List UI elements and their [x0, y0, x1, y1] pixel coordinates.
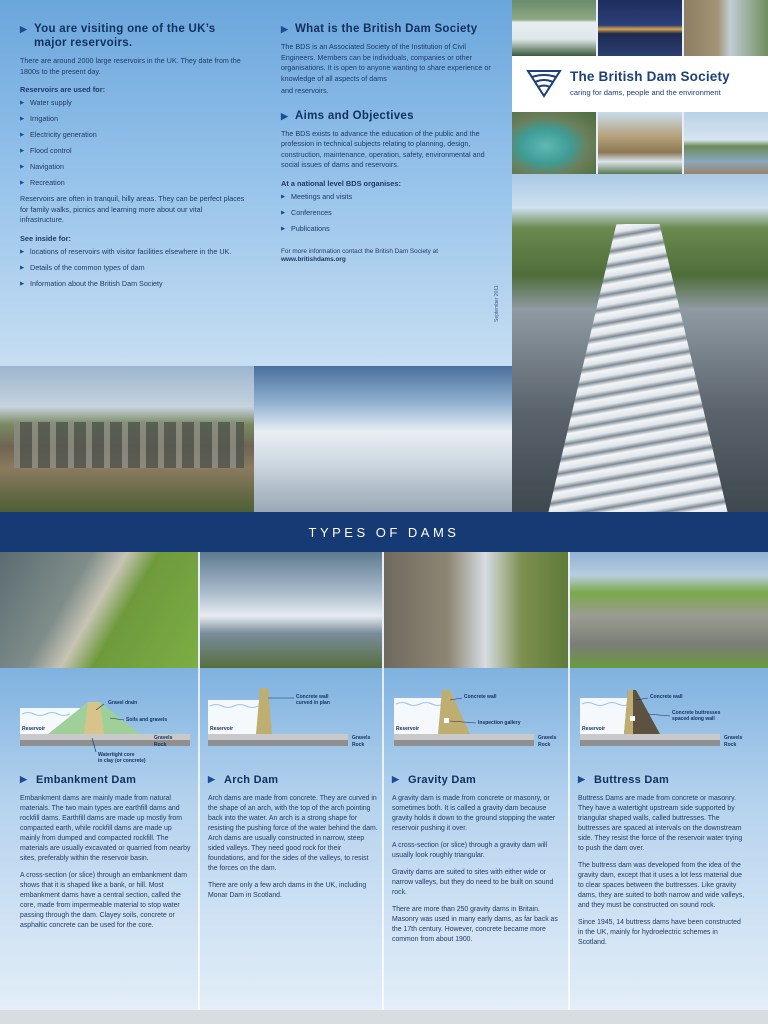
diagram-label: Rock	[538, 742, 551, 748]
paragraph: Embankment dams are mainly made from natural materials. The two main types are earthfill dams and rockfill dams. Earthfill dams are made up mostly from compacted earth, while rockfill dams are made up mainly from dumped and compacted rockfill. The materials are usually excavated or quarried from nearby sites, preferably within the reservoir basin.	[20, 795, 191, 862]
what-heading: ▶ What is the British Dam Society	[281, 22, 496, 36]
list-item: ▶ Flood control	[20, 146, 245, 156]
dam-heading: ▶ Arch Dam	[208, 774, 278, 786]
dam-description	[578, 794, 748, 955]
arch-dam-diagram	[200, 668, 382, 768]
diagram-label: spaced along wall	[672, 716, 715, 722]
recreation-text: Reservoirs are often in tranquil, hilly areas. They can be perfect places for family walks, picnics and learning more about our vital infrastructure.	[20, 194, 245, 224]
list-item: ▶ Publications	[281, 224, 496, 234]
dam-description	[208, 794, 378, 908]
diagram-label: Gravels	[724, 735, 743, 741]
aims-text: The BDS exists to advance the education of the public and the profession in technical subjects relating to planning, design, construction, maintenance, operation, safety, environmental and social issues of dams and reservoirs.	[281, 128, 485, 169]
footer-strip	[0, 1010, 768, 1024]
dam-heading: ▶ Embankment Dam	[20, 774, 136, 786]
arch-dam-photo	[200, 552, 382, 668]
what-text-1: The BDS is an Associated Society of the Institution of Civil Engineers. Members can be individuals, companies or other organisations. It is open to anyone wanting to share experience or knowledge of all aspects of dams	[281, 42, 491, 83]
contact-label: For more information contact the British Dam Society at	[281, 247, 438, 255]
reservoir-photo	[512, 112, 596, 174]
dam-description	[392, 794, 562, 952]
lake-photo	[684, 112, 768, 174]
diagram-label: Rock	[724, 742, 737, 748]
diagram-label: Rock	[154, 742, 167, 748]
see-inside-list	[20, 247, 245, 289]
diagram-label: Reservoir	[210, 726, 234, 732]
gravity-dam-photo	[384, 552, 568, 668]
intro-text: There are around 2000 large reservoirs in the UK. They date from the 1800s to the present day.	[20, 56, 241, 76]
diagram-label: in clay (or concrete)	[98, 758, 146, 764]
arched-dam-photo	[0, 366, 254, 512]
diagram-label: Reservoir	[582, 726, 606, 732]
spillway-photo	[512, 0, 596, 56]
paragraph: A cross-section (or slice) through a gravity dam will usually look roughly triangular.	[392, 842, 548, 859]
list-item: ▶ Water supply	[20, 98, 245, 108]
uses-list	[20, 98, 245, 188]
wave-spray-photo	[254, 366, 512, 512]
visitor-heading: ▶ You are visiting one of the UK’s major reservoirs.	[20, 22, 245, 50]
aims-heading: ▶ Aims and Objectives	[281, 109, 496, 123]
spillway-cascade	[548, 224, 728, 512]
paragraph: Buttress Dams are made from concrete or masonry. They have a watertight upstream side supported by triangular shaped walls, called buttresses. The buttresses are spaced at intervals on the downstream side. They resist the force of the reservoir water trying to push the dam over.	[578, 795, 743, 852]
diagram-label: Concrete buttresses	[672, 710, 721, 716]
night-dam-photo	[598, 0, 682, 56]
diagram-label: Concrete wall	[296, 694, 329, 700]
paragraph: There are only a few arch dams in the UK, including Monar Dam in Scotland.	[208, 882, 367, 899]
national-list	[281, 192, 496, 234]
paragraph: Arch dams are made from concrete. They are curved in the shape of an arch, with the top of the arch pointing back into the water. An arch is a strong shape for resisting the pushing force of the water behind the dam. Arch dams are usually constructed in narrow, steep sided valleys. They need good rock for their foundations, and for the sides of the valleys, to resist the forces on the dam.	[208, 795, 378, 872]
bridge-dam-photo	[598, 112, 682, 174]
list-item: ▶ Meetings and visits	[281, 192, 496, 202]
dam-heading: ▶ Gravity Dam	[392, 774, 476, 786]
bds-logo-icon	[526, 68, 562, 98]
embankment-dam-diagram	[0, 668, 198, 768]
buttress-dam-section	[570, 668, 768, 1010]
uses-title: Reservoirs are used for:	[20, 85, 106, 94]
dam-description	[20, 794, 192, 938]
large-spillway-photo	[512, 174, 768, 512]
dam-heading: ▶ Buttress Dam	[578, 774, 669, 786]
what-text-2: and reservoirs.	[281, 86, 329, 95]
buttress-dam-diagram	[570, 668, 768, 768]
diagram-label: Watertight core	[98, 752, 135, 758]
diagram-label: Gravels	[538, 735, 557, 741]
list-item: ▶ Irrigation	[20, 114, 245, 124]
contact-text	[281, 248, 496, 265]
see-inside-title: See inside for:	[20, 233, 71, 243]
paragraph: A gravity dam is made from concrete or masonry, or sometimes both. It is called a gravity dam because gravity holds it down to the ground stopping the water reservoir pushing it over.	[392, 795, 556, 832]
paragraph: Gravity dams are suited to sites with either wide or narrow valleys, but they do need to be built on sound rock.	[392, 869, 554, 896]
list-item: ▶ Information about the British Dam Society	[20, 279, 245, 289]
list-item: ▶ Navigation	[20, 162, 245, 172]
gravity-dam-section	[384, 668, 568, 1010]
list-item: ▶ Conferences	[281, 208, 496, 218]
society-column	[281, 22, 496, 265]
logo-tagline: caring for dams, people and the environment	[570, 88, 721, 97]
logo-title: The British Dam Society	[570, 69, 730, 84]
diagram-label: Gravels	[352, 735, 371, 741]
national-title: At a national level BDS organises:	[281, 178, 401, 188]
paragraph: There are more than 250 gravity dams in Britain. Masonry was used in many early dams, as far back as the 17th century. However, concrete became more common from about 1900.	[392, 906, 558, 943]
paragraph: Since 1945, 14 buttress dams have been constructed in the UK, mainly for hydroelectric schemes in Scotland.	[578, 919, 741, 946]
gravity-dam-diagram	[384, 668, 568, 768]
diagram-label: Gravels	[154, 735, 173, 741]
types-title: TYPES OF DAMS	[308, 525, 460, 540]
list-item: ▶ Recreation	[20, 178, 245, 188]
paragraph: A cross-section (or slice) through an embankment dam shows that it is shaped like a bank, or hill. Most embankment dams have a central section, called the core, made from impermeable material to stop water passing through the dam. Clayey soils, concrete or asphaltic concrete can be used for the core.	[20, 872, 187, 929]
tower-dam-photo	[684, 0, 768, 56]
diagram-label: Reservoir	[22, 726, 46, 732]
diagram-label: Inspection gallery	[478, 720, 521, 726]
embankment-dam-photo	[0, 552, 198, 668]
diagram-label: Concrete wall	[464, 694, 497, 700]
list-item: ▶ locations of reservoirs with visitor facilities elsewhere in the UK.	[20, 247, 245, 257]
bds-logo	[512, 56, 768, 112]
embankment-dam-section	[0, 668, 198, 1010]
arch-dam-section	[200, 668, 382, 1010]
info-panel	[0, 0, 512, 366]
print-date: September 2011	[494, 285, 500, 322]
diagram-label: Concrete wall	[650, 694, 683, 700]
diagram-label: curved in plan	[296, 700, 330, 706]
website-link[interactable]: www.britishdams.org	[281, 256, 346, 263]
diagram-label: Reservoir	[396, 726, 420, 732]
visitor-column	[20, 22, 245, 295]
diagram-label: Gravel drain	[108, 700, 138, 706]
list-item: ▶ Details of the common types of dam	[20, 263, 245, 273]
diagram-label: Soils and gravels	[126, 717, 168, 723]
list-item: ▶ Electricity generation	[20, 130, 245, 140]
paragraph: The buttress dam was developed from the idea of the gravity dam, except that it uses a lot less material due to clear spaces between the buttresses. Like gravity dams, they are suited to both narrow and wide valleys, and they must be constructed on sound rock.	[578, 862, 745, 909]
arch-row	[14, 422, 244, 468]
diagram-label: Rock	[352, 742, 365, 748]
buttress-dam-photo	[570, 552, 768, 668]
